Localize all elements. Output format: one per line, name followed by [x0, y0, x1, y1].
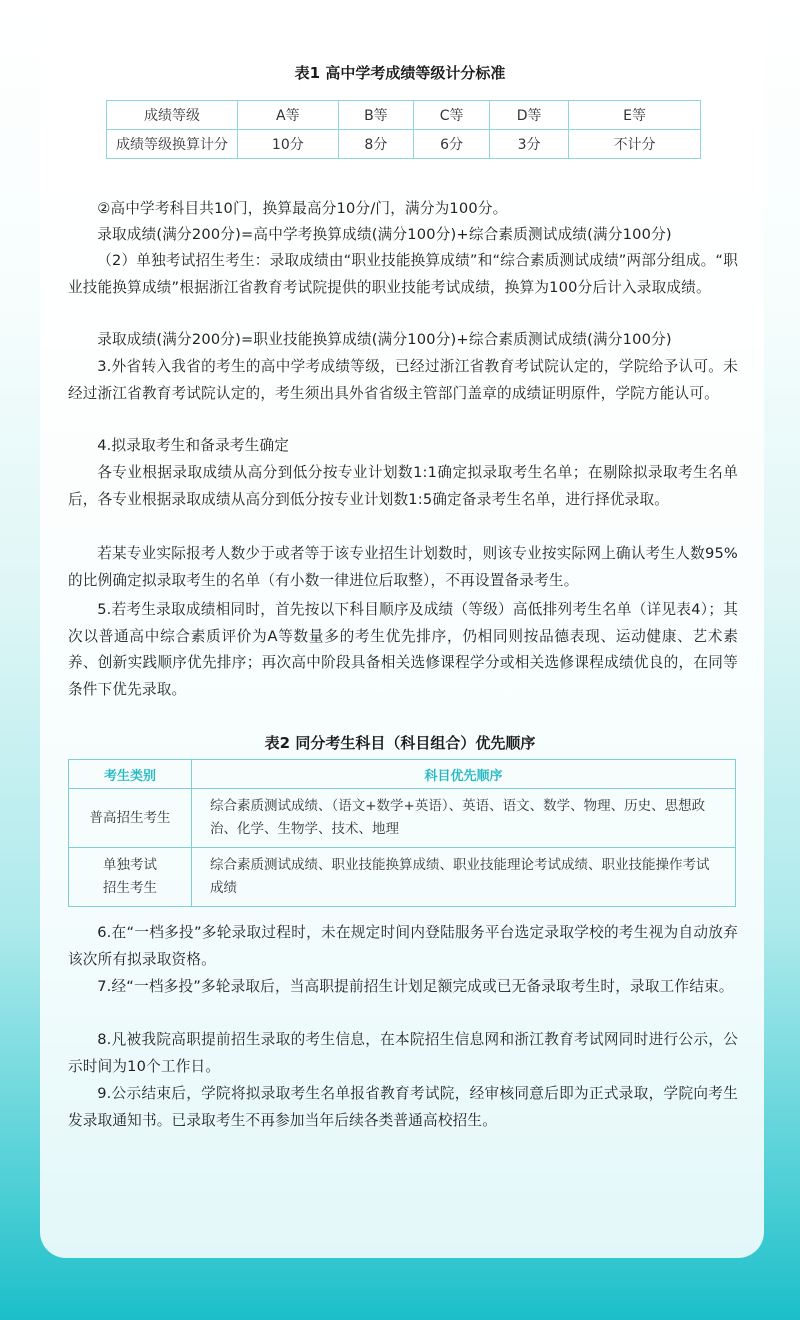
- paragraph: 6.在“一档多投”多轮录取过程时，未在规定时间内登陆服务平台选定录取学校的考生视为自动放弃该次所有拟录取资格。: [68, 924, 738, 968]
- table-cell: 不计分: [569, 130, 701, 159]
- category-cell: 单独考试招生考生: [69, 848, 192, 907]
- priority-order-table: [68, 759, 736, 907]
- table-cell: E等: [569, 101, 701, 130]
- paragraph: 若某专业实际报考人数少于或者等于该专业招生计划数时，则该专业按实际网上确认考生人数95%的比例确定拟录取考生的名单（有小数一律进位后取整），不再设置备录考生。: [68, 545, 738, 589]
- table-cell: A等: [238, 101, 339, 130]
- paragraph: （2）单独考试招生考生：录取成绩由“职业技能换算成绩”和“综合素质测试成绩”两部分组成。“职业技能换算成绩”根据浙江省教育考试院提供的职业技能考试成绩，换算为100分后计入录取成绩。: [68, 252, 738, 296]
- table-header-row: [69, 760, 736, 789]
- table-cell: 成绩等级: [107, 101, 238, 130]
- table-row: [107, 130, 701, 159]
- paragraph: 录取成绩(满分200分)=高中学考换算成绩(满分100分)+综合素质测试成绩(满分100分): [97, 226, 672, 243]
- table-cell: 6分: [414, 130, 490, 159]
- paragraph: 8.凡被我院高职提前招生录取的考生信息，在本院招生信息网和浙江教育考试网同时进行公示，公示时间为10个工作日。: [68, 1031, 738, 1075]
- table-cell: 3分: [490, 130, 569, 159]
- subjects-cell: 综合素质测试成绩、职业技能换算成绩、职业技能理论考试成绩、职业技能操作考试成绩: [192, 848, 736, 907]
- paragraph: ②高中学考科目共10门，换算最高分10分/门，满分为100分。: [97, 200, 508, 217]
- table2-title: 表2 同分考生科目（科目组合）优先顺序: [264, 734, 536, 752]
- table-cell: C等: [414, 101, 490, 130]
- table-header: 考生类别: [69, 760, 192, 789]
- table1-title: 表1 高中学考成绩等级计分标准: [294, 64, 506, 82]
- table-cell: D等: [490, 101, 569, 130]
- category-cell: 普高招生考生: [69, 789, 192, 848]
- table-cell: 8分: [338, 130, 413, 159]
- paragraph: 5.若考生录取成绩相同时，首先按以下科目顺序及成绩（等级）高低排列考生名单（详见表4）；其次以普通高中综合素质评价为A等数量多的考生优先排序，仍相同则按品德表现、运动健康、艺术素养、创新实践顺序优先排序；再次高中阶段具备相关选修课程学分或相关选修课程成绩优良的，在同等条件下优先录取。: [68, 601, 738, 698]
- paragraph: 9.公示结束后，学院将拟录取考生名单报省教育考试院，经审核同意后即为正式录取，学院向考生发录取通知书。已录取考生不再参加当年后续各类普通高校招生。: [68, 1085, 738, 1129]
- table-header: 科目优先顺序: [192, 760, 736, 789]
- paragraph: 4.拟录取考生和备录考生确定: [97, 437, 290, 454]
- paragraph: 7.经“一档多投”多轮录取后，当高职提前招生计划足额完成或已无备录取考生时，录取工作结束。: [97, 978, 734, 995]
- table-row: [69, 789, 736, 848]
- table-row: [107, 101, 701, 130]
- paragraph: 3.外省转入我省的考生的高中学考成绩等级，已经过浙江省教育考试院认定的，学院给予认可。未经过浙江省教育考试院认定的，考生须出具外省省级主管部门盖章的成绩证明原件，学院方能认可。: [68, 358, 738, 402]
- paragraph: 各专业根据录取成绩从高分到低分按专业计划数1:1确定拟录取考生名单；在剔除拟录取考生名单后，各专业根据录取成绩从高分到低分按专业计划数1:5确定备录考生名单，进行择优录取。: [68, 464, 738, 508]
- subjects-cell: 综合素质测试成绩、（语文+数学+英语）、英语、语文、数学、物理、历史、思想政治、化学、生物学、技术、地理: [192, 789, 736, 848]
- table-cell: 成绩等级换算计分: [107, 130, 238, 159]
- table-cell: 10分: [238, 130, 339, 159]
- paragraph: 录取成绩(满分200分)=职业技能换算成绩(满分100分)+综合素质测试成绩(满分100分): [97, 331, 672, 348]
- grade-score-table: [106, 100, 701, 159]
- table-row: [69, 848, 736, 907]
- table-cell: B等: [338, 101, 413, 130]
